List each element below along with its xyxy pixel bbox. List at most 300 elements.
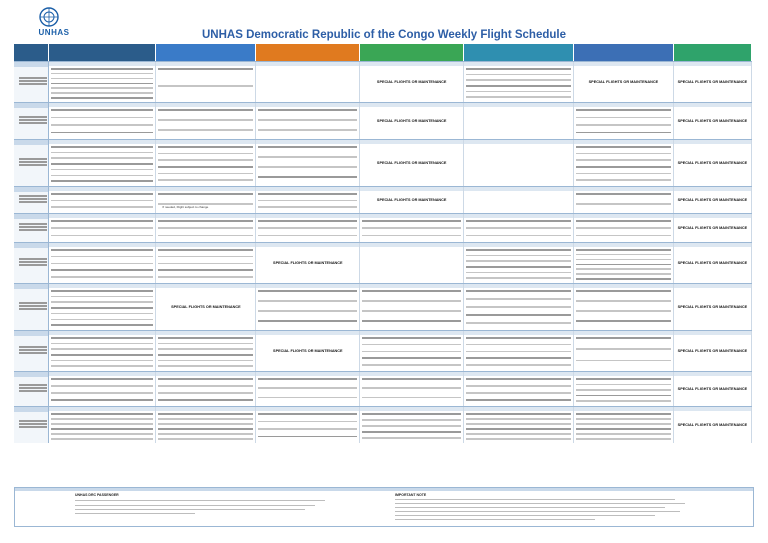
flight-entry-line [258, 129, 357, 131]
flight-entry-line [362, 419, 461, 421]
day-cell [674, 103, 752, 139]
day-cell [574, 331, 674, 371]
flight-entry-line [51, 360, 154, 362]
flight-entry-line [258, 193, 357, 195]
day-subheader [156, 284, 255, 288]
flight-entry-line [466, 337, 571, 339]
day-subheader [49, 331, 156, 335]
day-cell [49, 62, 157, 102]
route-cell [14, 243, 49, 283]
day-subheader [674, 331, 751, 335]
flight-entry-line [158, 129, 253, 131]
day-cell [674, 62, 752, 102]
footer-text-line [75, 500, 325, 501]
flight-entry-line [576, 254, 671, 256]
day-cell [574, 284, 674, 330]
flight-entry-line [576, 320, 671, 322]
day-subheader [256, 243, 359, 247]
day-subheader [360, 407, 463, 411]
flight-entry-line [258, 176, 357, 178]
flight-entry-line [466, 413, 571, 415]
day-cell [49, 140, 157, 186]
route-text-line [19, 258, 47, 260]
flight-entry-line [258, 397, 357, 399]
route-cell [14, 62, 49, 102]
footer-bar [15, 488, 753, 491]
day-subheader [674, 284, 751, 288]
schedule-row [14, 186, 752, 213]
special-flight-label: SPECIAL FLIGHTS OR MAINTENANCE [677, 119, 748, 123]
schedule-row [14, 61, 752, 102]
day-cell [256, 243, 360, 283]
day-cell [574, 214, 674, 242]
day-subheader [574, 372, 673, 376]
day-cell [49, 331, 157, 371]
day-subheader [49, 187, 156, 191]
flight-entry-line [51, 256, 154, 258]
flight-entry-line [576, 378, 671, 380]
day-subheader [464, 407, 573, 411]
special-flight-label: SPECIAL FLIGHTS OR MAINTENANCE [677, 80, 748, 84]
day-cell [360, 407, 464, 443]
day-cell [464, 187, 574, 213]
flight-entry-line [158, 423, 253, 425]
flight-entry-line [362, 364, 461, 366]
day-subheader [464, 187, 573, 191]
day-subheader [464, 372, 573, 376]
day-cell [574, 187, 674, 213]
flight-entry-line [158, 438, 253, 440]
day-cell [156, 331, 256, 371]
flight-entry-line [51, 163, 154, 165]
flight-entry-line [51, 152, 154, 154]
flight-entry-line [51, 146, 154, 148]
flight-entry-line [158, 159, 253, 161]
flight-entry-line [576, 278, 671, 280]
route-text-line [19, 77, 47, 79]
flight-entry-line [466, 255, 571, 257]
flight-entry-line [158, 360, 253, 362]
day-subheader [574, 243, 673, 247]
flight-entry-line [51, 324, 154, 326]
flight-entry-line [51, 68, 154, 70]
day-subheader [256, 62, 359, 66]
day-cell [574, 62, 674, 102]
flight-entry-line [51, 124, 154, 126]
flight-entry-line [51, 423, 154, 425]
day-cell [464, 284, 574, 330]
flight-entry-line [466, 96, 571, 98]
flight-entry-line [51, 269, 154, 271]
header-day-cell [674, 44, 752, 61]
flight-entry-line [51, 399, 154, 401]
special-flight-label: SPECIAL FLIGHTS OR MAINTENANCE [677, 387, 748, 391]
day-cell [674, 140, 752, 186]
flight-entry-line [576, 337, 671, 339]
flight-entry-line [51, 296, 154, 298]
flight-entry-line [466, 85, 571, 87]
day-subheader [49, 214, 156, 218]
flight-entry-line [258, 119, 357, 121]
flight-entry-line [158, 392, 253, 394]
flight-entry-line [576, 203, 671, 205]
flight-entry-line [576, 132, 671, 134]
flight-entry-line [158, 85, 253, 87]
day-subheader [464, 331, 573, 335]
route-label [15, 257, 47, 267]
flight-entry-line [158, 413, 253, 415]
flight-entry-line [576, 348, 671, 350]
flight-entry-line [258, 166, 357, 168]
day-subheader [256, 140, 359, 144]
day-subheader [574, 331, 673, 335]
route-label [15, 419, 47, 429]
flight-entry-line [51, 337, 154, 339]
day-cell [49, 284, 157, 330]
flight-entry-line [576, 227, 671, 229]
day-subheader [156, 187, 255, 191]
route-text-line [19, 116, 47, 118]
day-subheader [156, 407, 255, 411]
special-flight-label: SPECIAL FLIGHTS OR MAINTENANCE [273, 261, 343, 265]
flight-entry-line [51, 413, 154, 415]
day-subheader [360, 284, 463, 288]
day-subheader [574, 62, 673, 66]
day-subheader [156, 140, 255, 144]
flight-entry-line [258, 220, 357, 222]
day-cell [574, 407, 674, 443]
flight-entry-line [158, 166, 253, 168]
flight-entry-line [576, 300, 671, 302]
flight-entry-line [466, 399, 571, 401]
route-text-line [19, 80, 47, 82]
flight-entry-line [51, 169, 154, 171]
flight-entry-line [158, 354, 253, 356]
day-subheader [674, 372, 751, 376]
flight-entry-line [576, 395, 671, 397]
route-label [15, 157, 47, 167]
day-cell [256, 62, 360, 102]
route-text-line [19, 264, 47, 266]
flight-entry-line [51, 109, 154, 111]
day-subheader [360, 103, 463, 107]
day-subheader [156, 372, 255, 376]
flight-entry-line [258, 109, 357, 111]
flight-entry-line [51, 313, 154, 315]
route-header [14, 140, 48, 145]
flight-entry-line [576, 166, 671, 168]
day-cell [360, 214, 464, 242]
flight-entry-line [576, 360, 671, 362]
route-label [15, 345, 47, 355]
flight-entry-line [51, 97, 154, 99]
route-header [14, 284, 48, 289]
special-flight-label: SPECIAL FLIGHTS OR MAINTENANCE [677, 226, 748, 230]
special-flight-label: SPECIAL FLIGHTS OR MAINTENANCE [677, 349, 748, 353]
footer-text-line [75, 505, 315, 506]
flight-entry-line [158, 337, 253, 339]
flight-entry-line [158, 249, 253, 251]
route-text-line [19, 384, 47, 386]
day-cell [49, 103, 157, 139]
day-cell [360, 243, 464, 283]
flight-entry-line [466, 392, 571, 394]
route-text-line [19, 229, 47, 231]
day-cell [156, 140, 256, 186]
flight-entry-line [576, 428, 671, 430]
route-cell [14, 284, 49, 330]
flight-entry-line [51, 78, 154, 80]
flight-entry-line [466, 438, 571, 440]
flight-entry-line [258, 320, 357, 322]
route-header [14, 187, 48, 192]
flight-entry-line [362, 387, 461, 389]
special-flight-label: SPECIAL FLIGHTS OR MAINTENANCE [677, 198, 748, 202]
day-cell [156, 407, 256, 443]
schedule-row [14, 242, 752, 283]
special-flight-label: SPECIAL FLIGHTS OR MAINTENANCE [588, 80, 659, 84]
route-text-line [19, 161, 47, 163]
day-cell [49, 243, 157, 283]
flight-entry-line [576, 413, 671, 415]
day-subheader [49, 62, 156, 66]
route-text-line [19, 198, 47, 200]
flight-entry-line [258, 290, 357, 292]
flight-entry-line [576, 290, 671, 292]
day-subheader [464, 103, 573, 107]
day-subheader [674, 103, 751, 107]
header-day-cell [256, 44, 360, 61]
day-subheader [360, 214, 463, 218]
flight-entry-line [466, 433, 571, 435]
flight-entry-line [576, 400, 671, 402]
special-flight-label: SPECIAL FLIGHTS OR MAINTENANCE [376, 161, 447, 165]
flight-entry-line [51, 175, 154, 177]
day-subheader [156, 103, 255, 107]
route-text-line [19, 423, 47, 425]
schedule-row [14, 330, 752, 371]
day-subheader [574, 187, 673, 191]
route-label [15, 76, 47, 86]
flight-entry-line [576, 173, 671, 175]
day-cell [256, 331, 360, 371]
flight-entry-line [158, 193, 253, 195]
flight-entry-line [576, 193, 671, 195]
footer-text-line [395, 511, 680, 512]
day-cell [360, 140, 464, 186]
flight-entry-line [51, 83, 154, 85]
special-flight-label: SPECIAL FLIGHTS OR MAINTENANCE [376, 198, 447, 202]
flight-entry-line [258, 227, 357, 229]
flight-entry-line [51, 276, 154, 278]
day-subheader [360, 331, 463, 335]
route-header [14, 372, 48, 377]
flight-entry-line [576, 259, 671, 261]
day-subheader [360, 243, 463, 247]
route-text-line [19, 119, 47, 121]
day-cell [464, 372, 574, 406]
route-header [14, 214, 48, 219]
day-cell [156, 187, 256, 213]
special-flight-label: SPECIAL FLIGHTS OR MAINTENANCE [273, 349, 343, 353]
flight-entry-line [258, 310, 357, 312]
route-text-line [19, 426, 47, 428]
day-subheader [360, 62, 463, 66]
footer-text-line [395, 515, 655, 516]
flight-entry-line [258, 146, 357, 148]
flight-entry-line [466, 260, 571, 262]
day-cell [256, 372, 360, 406]
flight-entry-line [466, 378, 571, 380]
flight-entry-line [158, 428, 253, 430]
flight-entry-line [466, 306, 571, 308]
flight-entry-line [362, 397, 461, 399]
flight-entry-line [576, 433, 671, 435]
flight-entry-line [466, 74, 571, 76]
day-cell [360, 284, 464, 330]
route-label [15, 194, 47, 204]
day-subheader [574, 103, 673, 107]
day-cell [256, 407, 360, 443]
day-subheader [574, 214, 673, 218]
footer-text-line [395, 503, 685, 504]
route-header [14, 62, 48, 67]
flight-entry-line [158, 235, 253, 237]
day-subheader [674, 140, 751, 144]
day-subheader [256, 407, 359, 411]
flight-entry-line [51, 385, 154, 387]
day-subheader [674, 243, 751, 247]
day-cell [49, 187, 157, 213]
flight-entry-line [51, 392, 154, 394]
flight-entry-line [158, 433, 253, 435]
day-subheader [49, 372, 156, 376]
flight-entry-line [576, 310, 671, 312]
route-header [14, 103, 48, 108]
flight-entry-line [51, 117, 154, 119]
flight-entry-line [51, 132, 154, 134]
flight-entry-line [466, 351, 571, 353]
route-cell [14, 372, 49, 406]
flight-entry-line [51, 290, 154, 292]
day-cell [360, 62, 464, 102]
flight-entry-line [576, 146, 671, 148]
header-day-cell [49, 44, 157, 61]
flight-entry-line [466, 418, 571, 420]
day-cell [464, 62, 574, 102]
flight-entry-line [158, 146, 253, 148]
flight-entry-line [158, 227, 253, 229]
schedule-grid [14, 44, 752, 443]
day-cell [464, 331, 574, 371]
header-day-cell [156, 44, 256, 61]
day-subheader [464, 284, 573, 288]
header-day-cell [464, 44, 574, 61]
flight-entry-line [466, 298, 571, 300]
flight-entry-line [258, 206, 357, 208]
route-text-line [19, 261, 47, 263]
flight-entry-line [466, 68, 571, 70]
route-cell [14, 140, 49, 186]
day-cell [360, 372, 464, 406]
flight-entry-line [576, 418, 671, 420]
flight-entry-line [576, 389, 671, 391]
day-subheader [674, 407, 751, 411]
footer-text-line [395, 499, 675, 500]
flight-entry-line [466, 79, 571, 81]
flight-entry-line [258, 378, 357, 380]
flight-entry-line [51, 354, 154, 356]
flight-entry-line [158, 153, 253, 155]
route-text-line [19, 223, 47, 225]
day-subheader [464, 62, 573, 66]
flight-entry-line [466, 220, 571, 222]
schedule-row [14, 283, 752, 330]
footer-left-title: UNHAS DRC PASSENGER [75, 493, 119, 497]
day-subheader [574, 407, 673, 411]
special-flight-label: SPECIAL FLIGHTS OR MAINTENANCE [171, 305, 241, 309]
flight-entry-line [362, 310, 461, 312]
flight-entry-line [576, 235, 671, 237]
flight-entry-line [158, 269, 253, 271]
schedule-row [14, 213, 752, 242]
flight-entry-line [576, 220, 671, 222]
day-cell [574, 372, 674, 406]
route-text-line [19, 226, 47, 228]
flight-entry-line [362, 351, 461, 353]
route-text-line [19, 390, 47, 392]
route-text-line [19, 305, 47, 307]
route-header [14, 243, 48, 248]
flight-entry-line [258, 428, 357, 430]
flight-entry-line [158, 399, 253, 401]
day-cell [574, 140, 674, 186]
day-cell [464, 407, 574, 443]
flight-entry-line [158, 365, 253, 367]
flight-entry-line [258, 421, 357, 423]
day-cell [464, 243, 574, 283]
flight-entry-line [158, 263, 253, 265]
flight-entry-line [158, 119, 253, 121]
route-text-line [19, 308, 47, 310]
day-subheader [256, 372, 359, 376]
day-cell [464, 140, 574, 186]
day-cell [156, 284, 256, 330]
day-subheader [256, 103, 359, 107]
day-subheader [256, 187, 359, 191]
flight-entry-line [362, 235, 461, 237]
footer-text-line [75, 513, 195, 514]
flight-entry-line [158, 378, 253, 380]
flight-entry-line [158, 179, 253, 181]
flight-entry-line [51, 301, 154, 303]
flight-entry-line [362, 378, 461, 380]
flight-entry-line [51, 365, 154, 367]
flight-entry-line [362, 344, 461, 346]
flight-entry-line [158, 68, 253, 70]
day-subheader [574, 140, 673, 144]
flight-entry-line [466, 314, 571, 316]
flight-note: If needed, Flight subject to change [162, 205, 209, 209]
flight-entry-line [51, 193, 154, 195]
day-subheader [674, 214, 751, 218]
day-cell [674, 187, 752, 213]
flight-entry-line [576, 273, 671, 275]
flight-entry-line [362, 431, 461, 433]
flight-entry-line [51, 438, 154, 440]
flight-entry-line [466, 357, 571, 359]
flight-entry-line [51, 433, 154, 435]
